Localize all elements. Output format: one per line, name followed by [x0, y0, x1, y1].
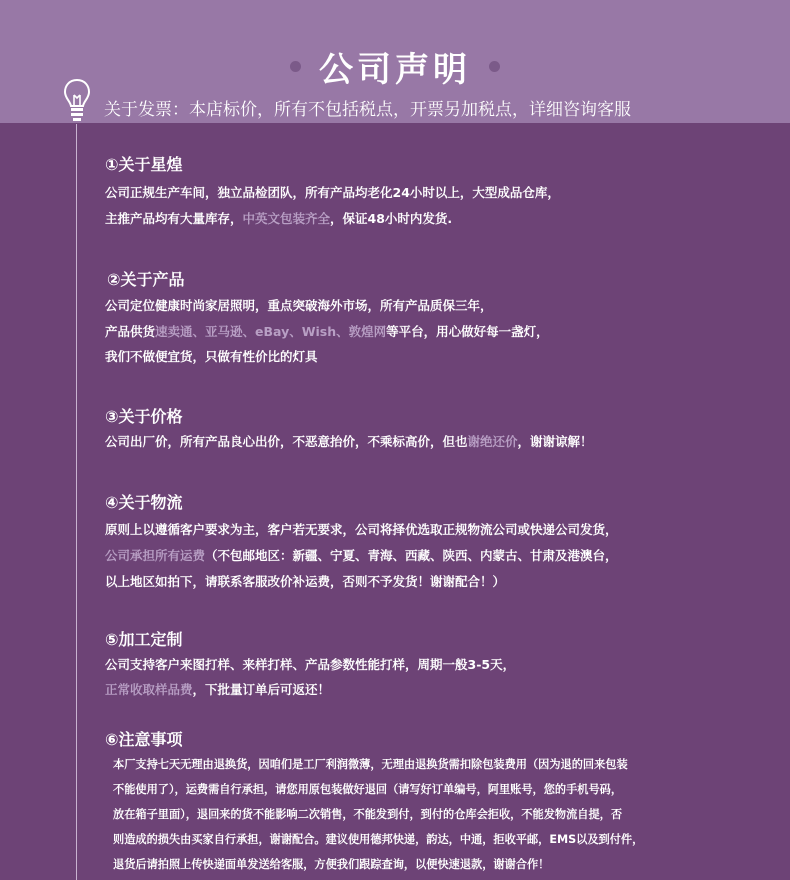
- section-line: [105, 572, 505, 590]
- body-text: ，保证48小时内发货.: [330, 211, 453, 226]
- highlight-text: 公司承担所有运费: [105, 548, 206, 563]
- body-text: 不能使用了），运费需自行承担，请您用原包装做好退回（请写好订单编号，阿里账号，您的手机号码，: [113, 783, 623, 796]
- section-line: [105, 520, 618, 538]
- body-text: 等平台，用心做好每一盏灯，: [386, 324, 549, 339]
- section-line: [105, 347, 318, 365]
- title-row: [0, 36, 790, 96]
- highlight-text: 中英文包装齐全: [242, 211, 331, 226]
- highlight-text: 正常收取样品费: [105, 682, 193, 697]
- section-line: [105, 432, 593, 450]
- page-title: 公司声明: [319, 49, 471, 90]
- section-heading: ③关于价格: [105, 407, 183, 426]
- timeline-line: [76, 124, 77, 880]
- body-text: 退货后请拍照上传快递面单发送给客服，方便我们跟踪查询，以便快速退款，谢谢合作！: [113, 858, 550, 871]
- section-line: [105, 680, 330, 698]
- section-line: [113, 756, 628, 772]
- body-text: 产品供货: [105, 324, 156, 339]
- section-line: [105, 655, 515, 673]
- section-line: [105, 322, 549, 340]
- title-dot-right: [489, 61, 500, 72]
- section-heading: ②关于产品: [107, 270, 185, 289]
- section-line: [113, 806, 622, 822]
- body-text: 我们不做便宜货，只做有性价比的灯具: [105, 349, 318, 364]
- body-text: 公司正规生产车间，独立品检团队，所有产品均老化24小时以上，大型成品仓库，: [105, 185, 560, 200]
- body-text: 主推产品均有大量库存，: [105, 211, 243, 226]
- section-line: [105, 209, 452, 227]
- title-dot-left: [290, 61, 301, 72]
- highlight-text: 速卖通、亚马逊、eBay、Wish、敦煌网: [155, 324, 387, 339]
- body-text: 本厂支持七天无理由退换货，因咱们是工厂利润微薄，无理由退换货需扣除包装费用（因为退的回来包装: [113, 758, 628, 771]
- section-line: [113, 856, 549, 872]
- section-line: [105, 546, 618, 564]
- invoice-note: 关于发票：本店标价，所有不包括税点，开票另加税点，详细咨询客服: [104, 100, 631, 120]
- body-text: 公司支持客户来图打样、来样打样、产品参数性能打样，周期一般3-5天，: [105, 657, 516, 672]
- highlight-text: 谢绝还价: [467, 434, 518, 449]
- section-line: [105, 183, 560, 201]
- body-text: 以上地区如拍下，请联系客服改价补运费，否则不予发货！谢谢配合！）: [105, 574, 506, 589]
- body-text: 公司出厂价，所有产品良心出价，不恶意抬价，不乘标高价，但也: [105, 434, 468, 449]
- lightbulb-icon: [62, 78, 92, 126]
- body-text: 放在箱子里面），退回来的货不能影响二次销售，不能发到付，到付的仓库会拒收，不能发物流自提，否: [113, 808, 623, 821]
- body-text: ，下批量订单后可返还！: [192, 682, 331, 697]
- section-heading: ④关于物流: [105, 493, 183, 512]
- section-line: [113, 831, 643, 847]
- body-text: ，谢谢谅解！: [517, 434, 593, 449]
- section-heading: ⑤加工定制: [105, 630, 183, 649]
- section-heading: ⑥注意事项: [105, 730, 183, 749]
- section-line: [105, 296, 493, 314]
- body-text: 则造成的损失由买家自行承担，谢谢配合。建议使用德邦快递，韵达，中通，拒收平邮，EMS以及到付件，: [113, 833, 644, 846]
- body-text: 公司定位健康时尚家居照明，重点突破海外市场，所有产品质保三年，: [105, 298, 493, 313]
- section-heading: ①关于星煌: [105, 155, 183, 174]
- body-text: （不包邮地区：新疆、宁夏、青海、西藏、陕西、内蒙古、甘肃及港澳台，: [205, 548, 618, 563]
- body-text: 原则上以遵循客户要求为主，客户若无要求，公司将择优选取正规物流公司或快递公司发货，: [105, 522, 618, 537]
- section-line: [113, 781, 622, 797]
